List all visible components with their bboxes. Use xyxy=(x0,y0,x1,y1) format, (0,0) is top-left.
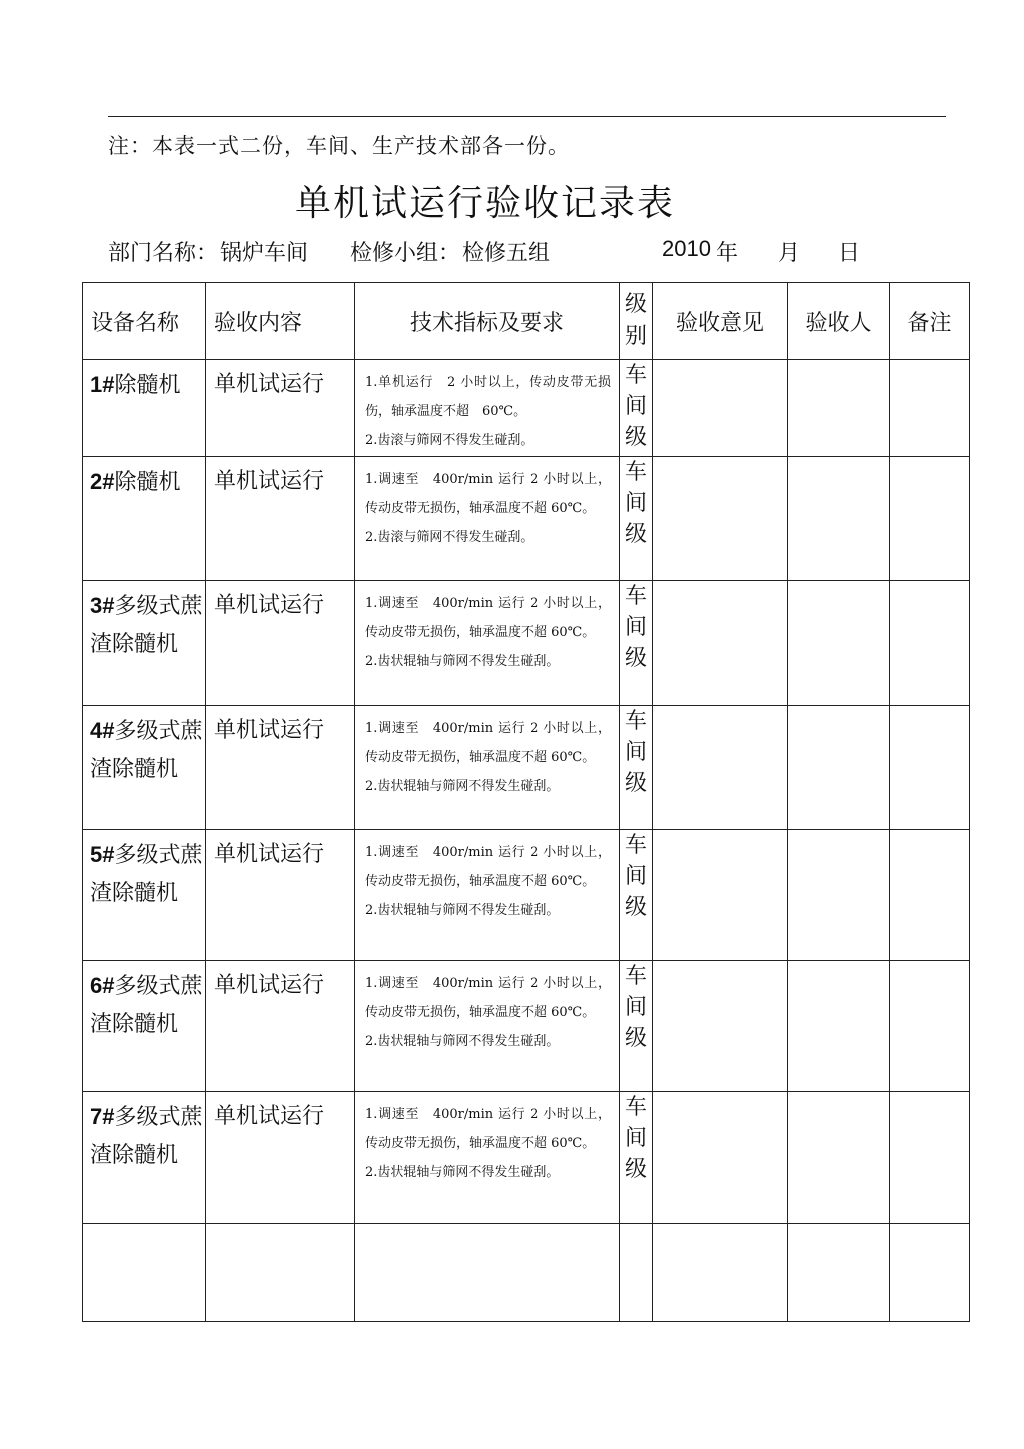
equipment-number: 1# xyxy=(90,372,115,397)
header-tech: 技术指标及要求 xyxy=(355,283,620,360)
level-cell xyxy=(620,457,653,581)
equipment-number: 7# xyxy=(90,1104,115,1129)
level-char: 车 xyxy=(624,709,647,734)
table-row xyxy=(83,961,970,1092)
content-cell: 单机试运行 xyxy=(206,706,355,830)
acceptance-table xyxy=(82,282,970,1322)
equipment-cell xyxy=(83,457,206,581)
tech-requirement-2: 2.齿滚与筛网不得发生碰刮。 xyxy=(365,433,534,448)
table-row-empty xyxy=(83,1224,970,1322)
level-char: 级 xyxy=(624,895,647,920)
content-cell: 单机试运行 xyxy=(206,360,355,457)
level-char: 间 xyxy=(624,615,647,640)
level-char: 级 xyxy=(624,1026,647,1051)
department-value: 锅炉车间 xyxy=(220,241,309,266)
empty-cell[interactable] xyxy=(620,1224,653,1322)
person-cell[interactable] xyxy=(788,961,890,1092)
header-equipment: 设备名称 xyxy=(83,283,206,360)
header-remark: 备注 xyxy=(890,283,970,360)
form-title: 单机试运行验收记录表 xyxy=(294,183,675,224)
opinion-cell[interactable] xyxy=(653,1092,788,1224)
empty-cell[interactable] xyxy=(890,1224,970,1322)
tech-requirement-2: 2.齿状辊轴与筛网不得发生碰刮。 xyxy=(365,779,560,794)
person-cell[interactable] xyxy=(788,457,890,581)
level-cell xyxy=(620,706,653,830)
level-char: 级 xyxy=(624,425,647,450)
equipment-name: 多级式蔗渣除髓机 xyxy=(90,594,203,657)
table-row xyxy=(83,581,970,706)
note-text: 注：本表一式二份，车间、生产技术部各一份。 xyxy=(108,134,570,158)
tech-requirement-1: 1.调速至 400r/min 运行 2 小时以上，传动皮带无损伤，轴承温度不超 60℃。 xyxy=(365,976,611,1020)
level-char: 间 xyxy=(624,491,647,516)
remark-cell[interactable] xyxy=(890,961,970,1092)
remark-cell[interactable] xyxy=(890,706,970,830)
tech-cell xyxy=(355,1092,620,1224)
person-cell[interactable] xyxy=(788,830,890,961)
equipment-name: 多级式蔗渣除髓机 xyxy=(90,1105,203,1168)
content-cell: 单机试运行 xyxy=(206,457,355,581)
empty-cell[interactable] xyxy=(206,1224,355,1322)
header-level xyxy=(620,283,653,360)
level-cell xyxy=(620,1092,653,1224)
table-row xyxy=(83,360,970,457)
remark-cell[interactable] xyxy=(890,581,970,706)
level-char: 间 xyxy=(624,864,647,889)
person-cell[interactable] xyxy=(788,581,890,706)
tech-cell xyxy=(355,457,620,581)
header-level-1: 级 xyxy=(624,292,647,317)
remark-cell[interactable] xyxy=(890,457,970,581)
empty-cell[interactable] xyxy=(355,1224,620,1322)
tech-requirement-1: 1.调速至 400r/min 运行 2 小时以上，传动皮带无损伤，轴承温度不超 60℃。 xyxy=(365,472,611,516)
level-char: 级 xyxy=(624,522,647,547)
opinion-cell[interactable] xyxy=(653,830,788,961)
tech-cell xyxy=(355,360,620,457)
tech-requirement-2: 2.齿状辊轴与筛网不得发生碰刮。 xyxy=(365,1034,560,1049)
tech-requirement-1: 1.调速至 400r/min 运行 2 小时以上，传动皮带无损伤，轴承温度不超 60℃。 xyxy=(365,721,611,765)
opinion-cell[interactable] xyxy=(653,706,788,830)
tech-requirement-2: 2.齿滚与筛网不得发生碰刮。 xyxy=(365,530,534,545)
content-cell: 单机试运行 xyxy=(206,830,355,961)
header-opinion: 验收意见 xyxy=(653,283,788,360)
table-header-row xyxy=(83,283,970,360)
table-row xyxy=(83,706,970,830)
equipment-cell xyxy=(83,581,206,706)
tech-requirement-1: 1.调速至 400r/min 运行 2 小时以上，传动皮带无损伤，轴承温度不超 60℃。 xyxy=(365,596,611,640)
opinion-cell[interactable] xyxy=(653,360,788,457)
top-rule xyxy=(108,116,946,117)
equipment-cell xyxy=(83,1092,206,1224)
equipment-cell xyxy=(83,830,206,961)
tech-requirement-1: 1.单机运行 2 小时以上，传动皮带无损伤，轴承温度不超 60℃。 xyxy=(365,375,611,419)
table-row xyxy=(83,830,970,961)
equipment-cell xyxy=(83,706,206,830)
level-char: 车 xyxy=(624,363,647,388)
year-value: 2010 xyxy=(662,236,711,261)
year-unit: 年 xyxy=(716,241,739,266)
remark-cell[interactable] xyxy=(890,360,970,457)
equipment-number: 3# xyxy=(90,593,115,618)
tech-requirement-2: 2.齿状辊轴与筛网不得发生碰刮。 xyxy=(365,654,560,669)
content-cell: 单机试运行 xyxy=(206,581,355,706)
tech-requirement-1: 1.调速至 400r/min 运行 2 小时以上，传动皮带无损伤，轴承温度不超 60℃。 xyxy=(365,1107,611,1151)
tech-requirement-1: 1.调速至 400r/min 运行 2 小时以上，传动皮带无损伤，轴承温度不超 60℃。 xyxy=(365,845,611,889)
level-char: 车 xyxy=(624,460,647,485)
equipment-name: 除髓机 xyxy=(114,470,181,495)
level-cell xyxy=(620,830,653,961)
team-label: 检修小组： xyxy=(350,241,461,266)
remark-cell[interactable] xyxy=(890,830,970,961)
opinion-cell[interactable] xyxy=(653,581,788,706)
level-char: 级 xyxy=(624,1157,647,1182)
person-cell[interactable] xyxy=(788,1092,890,1224)
level-cell xyxy=(620,360,653,457)
tech-cell xyxy=(355,830,620,961)
day-unit: 日 xyxy=(838,241,861,266)
remark-cell[interactable] xyxy=(890,1092,970,1224)
level-char: 间 xyxy=(624,995,647,1020)
person-cell[interactable] xyxy=(788,360,890,457)
level-char: 车 xyxy=(624,1095,647,1120)
tech-cell xyxy=(355,961,620,1092)
level-cell xyxy=(620,961,653,1092)
opinion-cell[interactable] xyxy=(653,457,788,581)
level-char: 间 xyxy=(624,1126,647,1151)
level-char: 车 xyxy=(624,584,647,609)
team-value: 检修五组 xyxy=(462,241,551,266)
empty-cell[interactable] xyxy=(788,1224,890,1322)
table-row xyxy=(83,1092,970,1224)
content-cell: 单机试运行 xyxy=(206,1092,355,1224)
tech-requirement-2: 2.齿状辊轴与筛网不得发生碰刮。 xyxy=(365,903,560,918)
equipment-name: 多级式蔗渣除髓机 xyxy=(90,974,203,1037)
opinion-cell[interactable] xyxy=(653,961,788,1092)
department-label: 部门名称： xyxy=(108,241,219,266)
equipment-name: 除髓机 xyxy=(114,373,181,398)
empty-cell[interactable] xyxy=(83,1224,206,1322)
table-row xyxy=(83,457,970,581)
equipment-number: 5# xyxy=(90,842,115,867)
equipment-cell xyxy=(83,961,206,1092)
equipment-number: 6# xyxy=(90,973,115,998)
tech-cell xyxy=(355,706,620,830)
equipment-number: 2# xyxy=(90,469,115,494)
level-cell xyxy=(620,581,653,706)
tech-requirement-2: 2.齿状辊轴与筛网不得发生碰刮。 xyxy=(365,1165,560,1180)
tech-cell xyxy=(355,581,620,706)
month-unit: 月 xyxy=(778,241,801,266)
person-cell[interactable] xyxy=(788,706,890,830)
header-person: 验收人 xyxy=(788,283,890,360)
header-content: 验收内容 xyxy=(206,283,355,360)
empty-cell[interactable] xyxy=(653,1224,788,1322)
content-cell: 单机试运行 xyxy=(206,961,355,1092)
level-char: 级 xyxy=(624,646,647,671)
level-char: 间 xyxy=(624,740,647,765)
header-level-2: 别 xyxy=(624,324,647,349)
level-char: 间 xyxy=(624,394,647,419)
equipment-name: 多级式蔗渣除髓机 xyxy=(90,843,203,906)
level-char: 车 xyxy=(624,964,647,989)
equipment-name: 多级式蔗渣除髓机 xyxy=(90,719,203,782)
equipment-number: 4# xyxy=(90,718,115,743)
equipment-cell xyxy=(83,360,206,457)
level-char: 级 xyxy=(624,771,647,796)
level-char: 车 xyxy=(624,833,647,858)
